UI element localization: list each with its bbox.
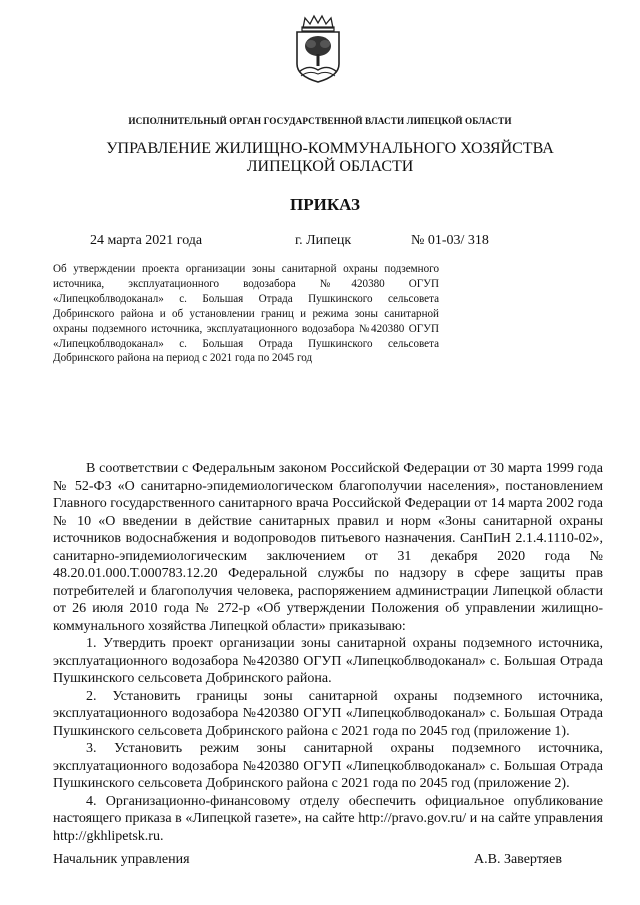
- organization-name-line-1: УПРАВЛЕНИЕ ЖИЛИЩНО-КОММУНАЛЬНОГО ХОЗЯЙСТВА: [106, 140, 554, 157]
- order-item-1: 1. Утвердить проект организации зоны санитарной охраны подземного источника, эксплуатационного водозабора №420380 ОГУП «Липецкоблводоканал» с. Большая Отрада Пушкинского сельсовета Добринского района.: [53, 636, 603, 686]
- preamble-paragraph: В соответствии с Федеральным законом Российской Федерации от 30 марта 1999 года № 52-ФЗ «О санитарно-эпидемиологическом благополучии населения», постановлением Главного государственного санитарного врача Российской Федерации от 14 марта 2002 года № 10 «О введении в действие санитарных правил и норм «Зоны санитарной охраны источников водоснабжения и водопроводов питьевого назначения. СанПиН 2.1.4.1110-02», санитарно-эпидемиологическим заключением от 31 декабря 2020 года № 48.20.01.000.Т.000783.12.20 Федеральной службы по надзору в сфере защиты прав потребителей и благополучия человека, распоряжением администрации Липецкой области от 26 июля 2010 года № 272-р «Об утверждении Положения об управлении жилищно-коммунального хозяйства Липецкой области» приказываю:: [53, 461, 603, 634]
- order-item-4: 4. Организационно-финансовому отделу обеспечить официальное опубликование настоящего приказа в «Липецкой газете», на сайте http://pravo.gov.ru/ и на сайте управления http://gkhlipetsk.ru.: [53, 793, 603, 844]
- order-item-2: 2. Установить границы зоны санитарной охраны подземного источника, эксплуатационного водозабора №420380 ОГУП «Липецкоблводоканал» с. Большая Отрада Пушкинского сельсовета Добринского района с 2021 года по 2045 год (приложение 1).: [53, 688, 603, 739]
- organization-name: [0, 140, 640, 176]
- order-date: 24 марта 2021 года: [90, 233, 203, 248]
- order-body: [53, 460, 603, 845]
- lipetsk-oblast-coat-of-arms-icon: [293, 14, 343, 84]
- order-number: № 01-03/ 318: [411, 233, 489, 248]
- order-subject: Об утверждении проекта организации зоны санитарной охраны подземного источника, эксплуатационного водозабора №420380 ОГУП «Липецкоблводоканал» с. Большая Отрада Пушкинского сельсовета Добринского района и об установлении границ и режима зоны санитарной охраны подземного источника, эксплуатационного водозабора №420380 ОГУП «Липецкоблводоканал» с. Большая Отрада Пушкинского сельсовета Добринского района на период с 2021 года по 2045 год: [53, 263, 439, 365]
- organization-name-line-2: ЛИПЕЦКОЙ ОБЛАСТИ: [246, 158, 414, 175]
- order-city: г. Липецк: [295, 233, 352, 248]
- issuer-line: ИСПОЛНИТЕЛЬНЫЙ ОРГАН ГОСУДАРСТВЕННОЙ ВЛАСТИ ЛИПЕЦКОЙ ОБЛАСТИ: [128, 116, 512, 126]
- signatory-name: А.В. Завертяев: [474, 852, 562, 867]
- document-type-title: ПРИКАЗ: [290, 195, 360, 214]
- order-item-3: 3. Установить режим зоны санитарной охраны подземного источника, эксплуатационного водозабора №420380 ОГУП «Липецкоблводоканал» с. Большая Отрада Пушкинского сельсовета Добринского района с 2021 года по 2045 год (приложение 2).: [53, 741, 603, 791]
- signatory-role: Начальник управления: [53, 852, 190, 867]
